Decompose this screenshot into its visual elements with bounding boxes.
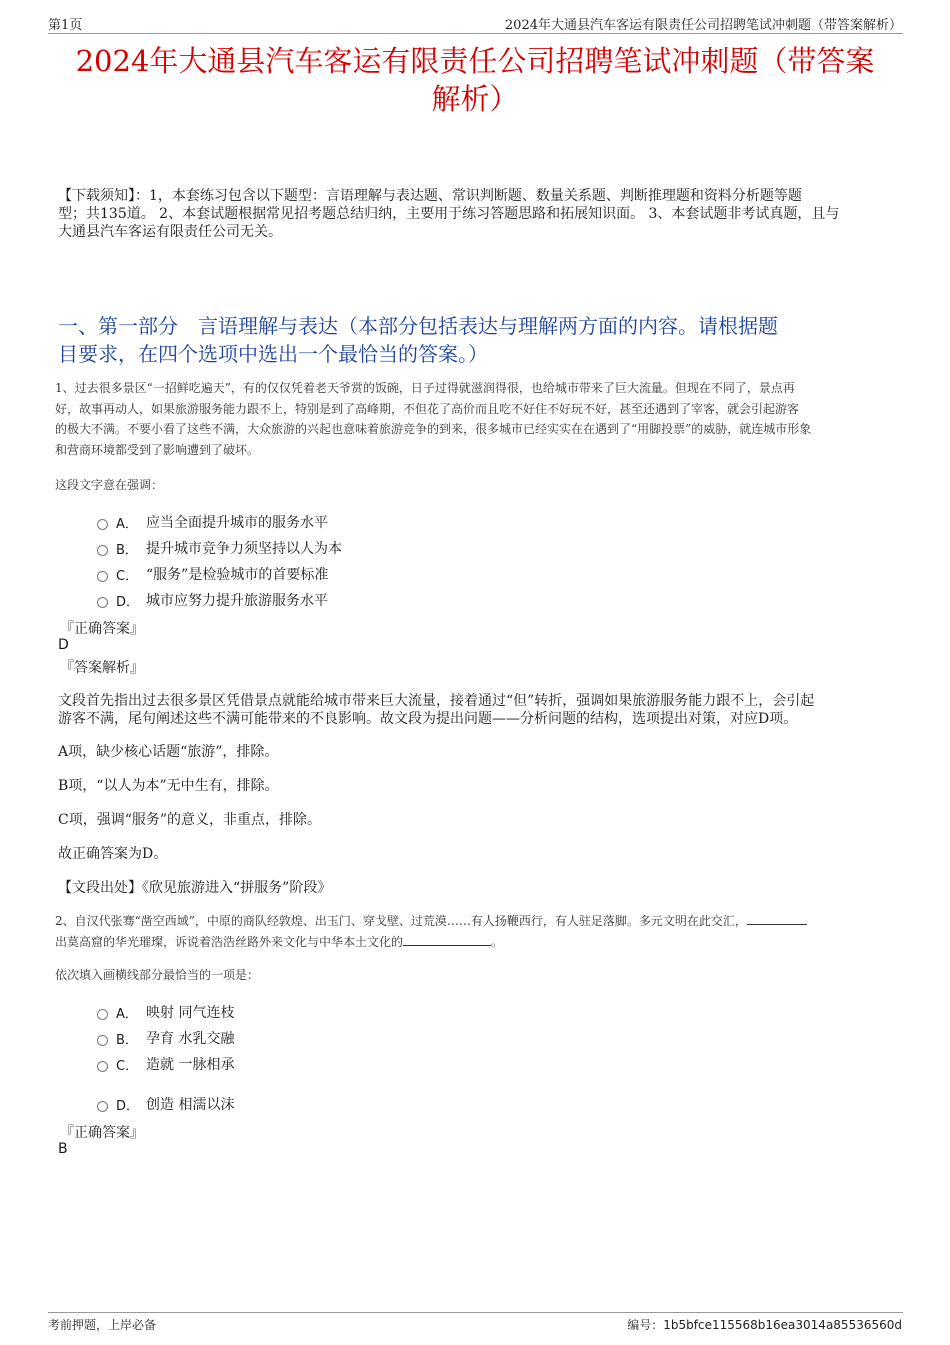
radio-icon[interactable]	[97, 519, 108, 530]
notice-line: 大通县汽车客运有限责任公司无关。	[58, 224, 282, 240]
fill-blank-2	[403, 945, 491, 946]
q2-option-a[interactable]	[97, 1002, 234, 1022]
q1-analysis-label: 『答案解析』	[60, 660, 144, 676]
title-line-2: 解析）	[431, 82, 519, 116]
option-text: 应当全面提升城市的服务水平	[146, 515, 328, 531]
radio-icon[interactable]	[97, 545, 108, 556]
option-letter: C．	[116, 568, 139, 584]
q1-option-b[interactable]	[97, 538, 342, 558]
q2-option-b[interactable]	[97, 1028, 234, 1048]
radio-icon[interactable]	[97, 1101, 108, 1112]
question-2-stem	[55, 911, 900, 952]
q2-answer-label: 『正确答案』	[60, 1125, 144, 1141]
radio-icon[interactable]	[97, 1009, 108, 1020]
radio-icon[interactable]	[97, 1061, 108, 1072]
section-heading	[58, 312, 898, 368]
option-text: 创造 相濡以沫	[146, 1097, 235, 1113]
option-text: 提升城市竞争力须坚持以人为本	[146, 541, 342, 557]
q1-option-b-note: B项，“以人为本”无中生有，排除。	[58, 778, 279, 794]
question-2-prompt: 依次填入画横线部分最恰当的一项是：	[55, 968, 260, 982]
analysis-line: 游客不满，尾句阐述这些不满可能带来的不良影响。故文段为提出问题——分析问题的结构，选项提出对策，对应D项。	[58, 711, 798, 727]
q2-option-c[interactable]	[97, 1054, 234, 1074]
q1-option-a[interactable]	[97, 512, 328, 532]
option-text: 城市应努力提升旅游服务水平	[146, 593, 328, 609]
download-notice	[58, 187, 898, 241]
q2-answer: B	[58, 1141, 68, 1157]
question-1-prompt: 这段文字意在强调：	[55, 478, 164, 492]
running-header-title: 2024年大通县汽车客运有限责任公司招聘笔试冲刺题（带答案解析）	[504, 18, 902, 33]
option-letter: D．	[116, 594, 140, 610]
serial-code: 1b5bfce115568b16ea3014a85536560d	[663, 1318, 902, 1332]
header-divider	[48, 33, 903, 34]
page-number: 第1页	[48, 18, 83, 33]
fill-blank-1	[747, 924, 807, 925]
footer-slogan: 考前押题，上岸必备	[48, 1318, 157, 1332]
radio-icon[interactable]	[97, 1035, 108, 1046]
q1-option-a-note: A项，缺少核心话题“旅游”，排除。	[58, 744, 279, 760]
option-text: 孕育 水乳交融	[146, 1031, 235, 1047]
radio-icon[interactable]	[97, 571, 108, 582]
title-line-1: 2024年大通县汽车客运有限责任公司招聘笔试冲刺题（带答案	[75, 44, 875, 78]
option-text: 映射 同气连枝	[146, 1005, 235, 1021]
question-line: 1、过去很多景区“一招鲜吃遍天”，有的仅仅凭着老天爷赏的饭碗，日子过得就滋润得很，也给城市带来了巨大流量。但现在不同了，景点再	[55, 381, 795, 395]
q1-option-d[interactable]	[97, 590, 328, 610]
option-text: 造就 一脉相承	[146, 1057, 235, 1073]
q1-answer-label: 『正确答案』	[60, 621, 144, 637]
question-line-end: 。	[491, 934, 504, 949]
option-letter: C．	[116, 1058, 139, 1074]
option-letter: A．	[116, 516, 138, 532]
question-line: 和营商环境都受到了影响遭到了破坏。	[55, 442, 260, 457]
option-letter: A．	[116, 1006, 138, 1022]
section-heading-line: 一、第一部分 言语理解与表达（本部分包括表达与理解两方面的内容。请根据题	[58, 314, 778, 338]
footer-divider	[48, 1312, 903, 1313]
option-letter: D．	[116, 1098, 140, 1114]
page-title	[40, 42, 910, 118]
q1-option-c-note: C项，强调“服务”的意义，非重点，排除。	[58, 812, 322, 828]
option-text: “服务”是检验城市的首要标准	[146, 567, 329, 583]
serial-label: 编号：	[627, 1318, 664, 1332]
notice-line: 【下载须知】：1，本套练习包含以下题型：言语理解与表达题、常识判断题、数量关系题、判断推理题和资料分析题等题	[58, 188, 802, 204]
question-line: 2、自汉代张骞“凿空西域”，中原的商队经敦煌、出玉门、穿戈壁、过荒漠……有人扬鞭西行，有人驻足落脚。多元文明在此交汇，	[55, 914, 747, 928]
question-line: 出莫高窟的华光璀璨，诉说着浩浩丝路外来文化与中华本土文化的	[55, 934, 404, 949]
notice-line: 型；共135道。 2、本套试题根据常见招考题总结归纳，主要用于练习答题思路和拓展知识面。 3、本套试题非考试真题，且与	[58, 206, 840, 222]
question-1-stem	[55, 378, 900, 460]
footer-serial	[627, 1316, 902, 1333]
section-heading-line: 目要求，在四个选项中选出一个最恰当的答案。）	[58, 342, 488, 366]
analysis-line: 文段首先指出过去很多景区凭借景点就能给城市带来巨大流量，接着通过“但”转折，强调如果旅游服务能力跟不上，会引起	[58, 693, 815, 709]
option-letter: B．	[116, 1032, 138, 1048]
option-letter: B．	[116, 542, 138, 558]
q2-option-d[interactable]	[97, 1094, 234, 1114]
q1-analysis	[58, 692, 898, 728]
radio-icon[interactable]	[97, 597, 108, 608]
question-line: 好，故事再动人，如果旅游服务能力跟不上，特别是到了高峰期，不但花了高价而且吃不好住不好玩不好，甚至还遇到了宰客，就会引起游客	[55, 401, 800, 416]
q1-option-c[interactable]	[97, 564, 328, 584]
q1-source: 【文段出处】《欣见旅游进入“拼服务”阶段》	[58, 880, 332, 896]
question-line: 的极大不满。不要小看了这些不满，大众旅游的兴起也意味着旅游竞争的到来，很多城市已经实实在在遇到了“用脚投票”的威胁，就连城市形象	[55, 422, 812, 436]
q1-answer: D	[58, 637, 69, 653]
q1-conclusion: 故正确答案为D。	[58, 846, 168, 862]
